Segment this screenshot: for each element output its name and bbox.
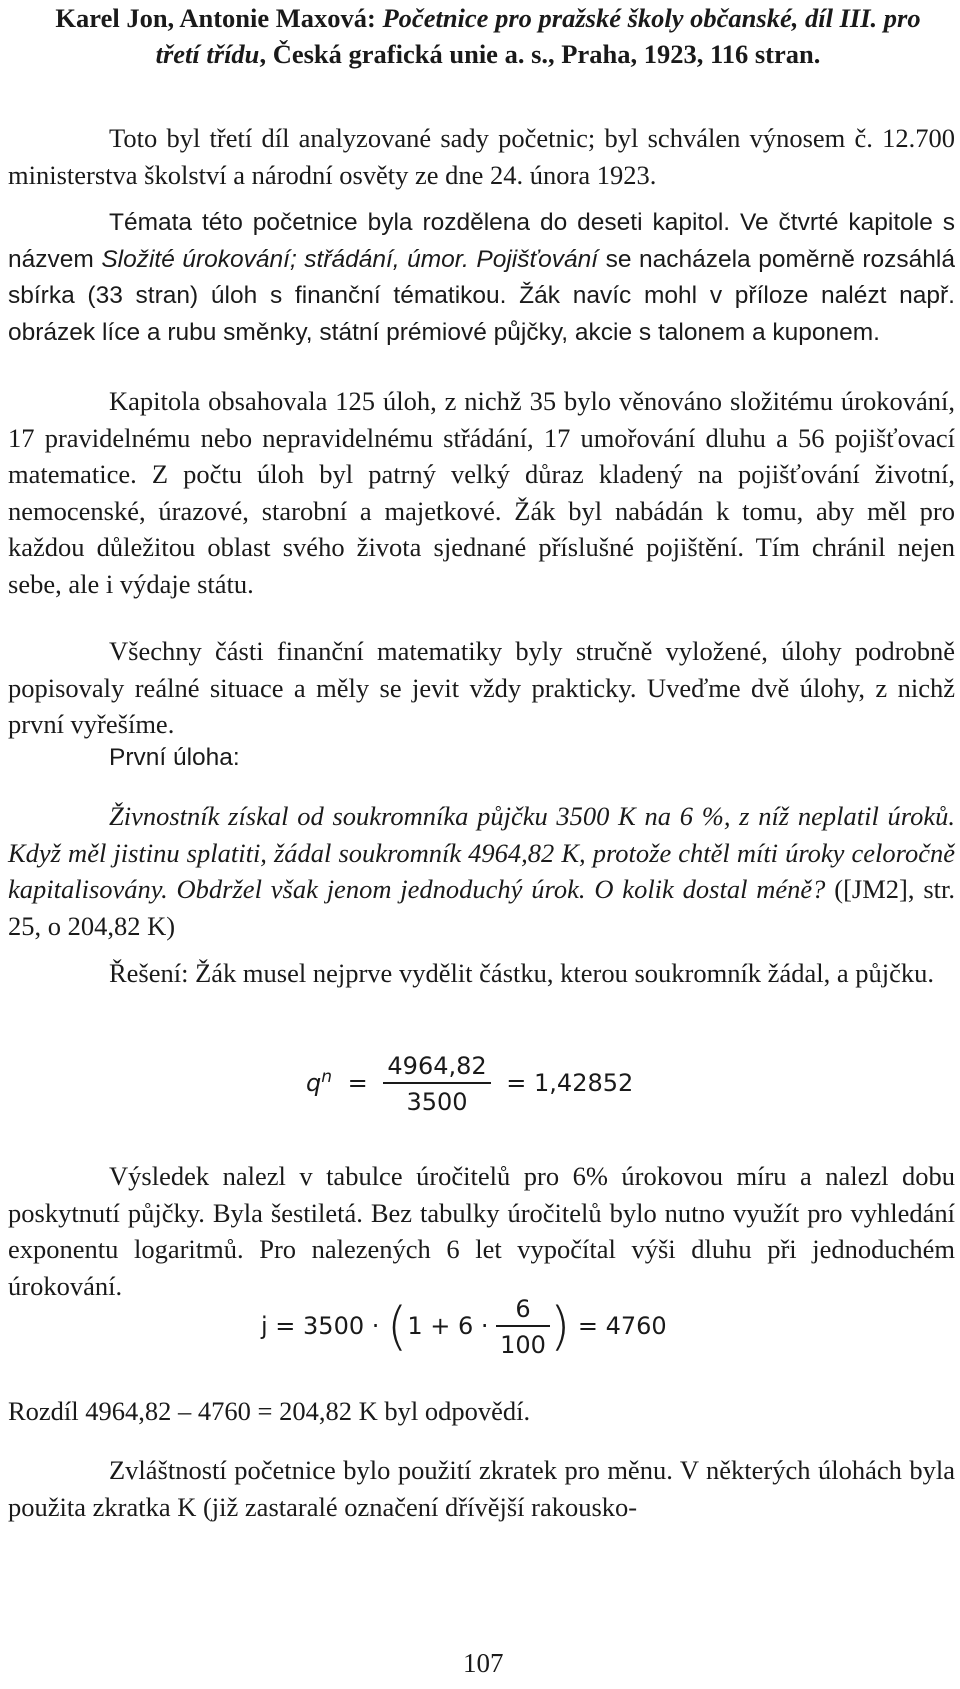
formula-inner: 1 + 6 · — [407, 1312, 489, 1340]
formula-q: q — [306, 1069, 322, 1097]
paragraph-finance-math: Všechny části finanční matematiky byly stručně vyložené, úlohy podrobně popisovaly reálné situace a měly se jevit vždy prakticky. Uveďme dvě úlohy, z nichž první vyřešíme. — [8, 636, 955, 739]
chapter-title: Složité úrokování; střádání, úmor. Pojišťování — [101, 245, 599, 273]
task-statement — [8, 798, 955, 944]
heading-publisher: , Česká grafická unie a. s., Praha, 1923, 116 stran. — [259, 39, 821, 69]
paragraph-result: Výsledek nalezl v tabulce úročitelů pro 6% úrokovou míru a nalezl dobu poskytnutí půjčky. Byla šestiletá. Bez tabulky úročitelů bylo nutno využít pro vyhledání exponentu logaritmů. Pro nalezených 6 let vypočítal výši dluhu při jednoduchém úrokování. — [8, 1161, 955, 1301]
solution-paragraph: Řešení: Žák musel nejprve vydělit částku, kterou soukromník žádal, a půjčku. — [109, 958, 934, 988]
rate-numerator: 6 — [496, 1295, 550, 1327]
fraction-denominator: 3500 — [406, 1088, 468, 1116]
task-text: Živnostník získal od soukromníka půjčku 3500 K na 6 %, z níž neplatil úroků. Když měl jistinu splatiti, žádal soukromník 4964,82 K, protože chtěl míti úroky celoročně kapitalisovány. Obdržel však jenom jednoduchý úrok. O kolik dostal méně? — [8, 801, 955, 904]
task-reference: ([JM2], str. 25, o 204,82 K) — [8, 874, 955, 941]
formula-fraction — [383, 1052, 490, 1116]
formula-simple-interest — [261, 1295, 667, 1359]
section-heading — [38, 0, 938, 72]
topics-text-cont: se nacházela poměrně rozsáhlá sbírka (33 stran) úloh s finanční tématikou. Žák navíc mohl v příloze nalézt např. obrázek líce a rubu směnky, státní prémiové půjčky, akcie s talonem a kuponem. — [8, 245, 956, 346]
formula-exponent: n — [321, 1067, 333, 1087]
page-number: 107 — [463, 1648, 504, 1678]
formula-lhs: j = 3500 · — [261, 1312, 380, 1340]
paragraph-chapter-content: Kapitola obsahovala 125 úloh, z nichž 35 bylo věnováno složitému úrokování, 17 pravidelnému nebo nepravidelnému střádání, 17 umořování dluhu a 56 pojišťovací matematice. Z počtu úloh byl patrný velký důraz kladený na pojišťování životní, nemocenské, úrazové, starobní a majetkové. Žák byl nabádán k tomu, aby měl pro každou důležitou oblast svého života sjednané příslušné pojištění. Tím chránil nejen sebe, ale i výdaje státu. — [8, 386, 955, 599]
paragraph-answer: Rozdíl 4964,82 – 4760 = 204,82 K byl odpovědí. — [8, 1396, 531, 1426]
paragraph-currency: Zvláštností početnice bylo použití zkratek pro měnu. V některých úlohách byla použita zkratka K (již zastaralé označení dřívější rakousko- — [8, 1455, 955, 1522]
paragraph-topics — [8, 205, 955, 351]
formula-result-2: = 4760 — [577, 1312, 667, 1340]
topics-text: Témata této početnice byla rozdělena do deseti kapitol. Ve čtvrté kapitole s názvem — [8, 209, 955, 273]
rate-denominator: 100 — [500, 1331, 546, 1359]
formula-result: = 1,42852 — [506, 1069, 634, 1097]
formula-fraction-rate — [496, 1295, 550, 1359]
paragraph-approval: Toto byl třetí díl analyzované sady početnic; byl schválen výnosem č. 12.700 ministerstva školství a národní osvěty ze dne 24. února 1923. — [8, 123, 955, 190]
heading-authors: Karel Jon, Antonie Maxová: — [55, 3, 383, 33]
formula-equals: = — [347, 1069, 368, 1097]
right-paren: ) — [549, 1297, 571, 1357]
formula-quotient — [306, 1052, 633, 1116]
heading-title: Početnice pro pražské školy občanské, díl III. pro třetí třídu — [155, 3, 921, 69]
fraction-numerator: 4964,82 — [383, 1052, 490, 1084]
left-paren: ( — [387, 1297, 408, 1357]
first-task-label: První úloha: — [109, 744, 240, 771]
